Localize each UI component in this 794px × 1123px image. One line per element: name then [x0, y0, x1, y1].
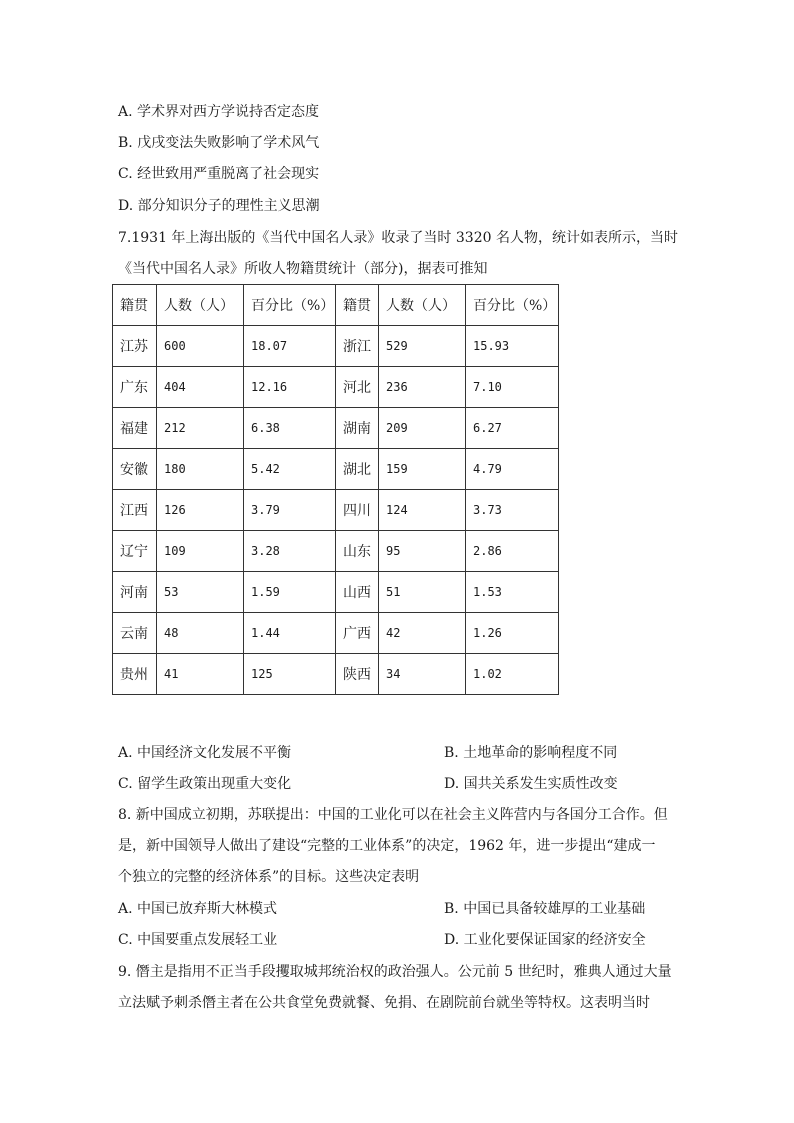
- province-cell: 四川: [336, 490, 379, 531]
- header-cell: 百分比（%）: [466, 285, 559, 326]
- header-cell: 人数（人）: [379, 285, 466, 326]
- q9-stem-line-2: 立法赋予刺杀僭主者在公共食堂免费就餐、免捐、在剧院前台就坐等特权。这表明当时: [118, 995, 650, 1011]
- header-cell: 籍贯: [113, 285, 157, 326]
- percent-cell: 1.26: [466, 613, 559, 654]
- table-header-row: [113, 285, 559, 326]
- q8-option-d: D. 工业化要保证国家的经济安全: [444, 932, 646, 948]
- count-cell: 212: [157, 408, 244, 449]
- province-cell: 河南: [113, 572, 157, 613]
- percent-cell: 4.79: [466, 449, 559, 490]
- count-cell: 529: [379, 326, 466, 367]
- count-cell: 600: [157, 326, 244, 367]
- count-cell: 41: [157, 654, 244, 695]
- percent-cell: 7.10: [466, 367, 559, 408]
- q7-option-d: D. 国共关系发生实质性改变: [444, 776, 618, 792]
- q8-option-b: B. 中国已具备较雄厚的工业基础: [444, 901, 646, 917]
- count-cell: 34: [379, 654, 466, 695]
- percent-cell: 1.44: [244, 613, 336, 654]
- percent-cell: 1.53: [466, 572, 559, 613]
- table-row: [113, 613, 559, 654]
- header-cell: 籍贯: [336, 285, 379, 326]
- percent-cell: 3.79: [244, 490, 336, 531]
- table-row: [113, 367, 559, 408]
- province-cell: 湖北: [336, 449, 379, 490]
- q7-option-c: C. 留学生政策出现重大变化: [118, 776, 292, 792]
- count-cell: 124: [379, 490, 466, 531]
- count-cell: 209: [379, 408, 466, 449]
- percent-cell: 12.16: [244, 367, 336, 408]
- q8-stem-line-2: 是，新中国领导人做出了建设“完整的工业体系”的决定，1962 年，进一步提出“建成一: [118, 838, 656, 854]
- q8-option-a: A. 中国已放弃斯大林模式: [118, 901, 278, 917]
- count-cell: 236: [379, 367, 466, 408]
- province-cell: 广东: [113, 367, 157, 408]
- q7-stem-line-1: 7.1931 年上海出版的《当代中国名人录》收录了当时 3320 名人物，统计如表所示，当时: [118, 230, 678, 246]
- count-cell: 53: [157, 572, 244, 613]
- province-cell: 云南: [113, 613, 157, 654]
- province-cell: 江西: [113, 490, 157, 531]
- count-cell: 95: [379, 531, 466, 572]
- percent-cell: 6.38: [244, 408, 336, 449]
- count-cell: 159: [379, 449, 466, 490]
- percent-cell: 3.28: [244, 531, 336, 572]
- percent-cell: 18.07: [244, 326, 336, 367]
- percent-cell: 6.27: [466, 408, 559, 449]
- province-cell: 山东: [336, 531, 379, 572]
- count-cell: 51: [379, 572, 466, 613]
- province-cell: 广西: [336, 613, 379, 654]
- table-row: [113, 408, 559, 449]
- table-row: [113, 572, 559, 613]
- q7-stem-line-2: 《当代中国名人录》所收人物籍贯统计（部分)，据表可推知: [118, 261, 488, 277]
- q8-stem-line-1: 8. 新中国成立初期，苏联提出：中国的工业化可以在社会主义阵营内与各国分工合作。但: [118, 807, 668, 823]
- q6-option-a: A. 学术界对西方学说持否定态度: [118, 104, 320, 120]
- province-cell: 辽宁: [113, 531, 157, 572]
- table-row: [113, 326, 559, 367]
- percent-cell: 3.73: [466, 490, 559, 531]
- q6-option-c: C. 经世致用严重脱离了社会现实: [118, 166, 320, 182]
- count-cell: 48: [157, 613, 244, 654]
- province-cell: 湖南: [336, 408, 379, 449]
- header-cell: 百分比（%）: [244, 285, 336, 326]
- q6-option-d: D. 部分知识分子的理性主义思潮: [118, 198, 320, 214]
- percent-cell: 5.42: [244, 449, 336, 490]
- percent-cell: 15.93: [466, 326, 559, 367]
- q8-option-c: C. 中国要重点发展轻工业: [118, 932, 278, 948]
- percent-cell: 125: [244, 654, 336, 695]
- percent-cell: 1.59: [244, 572, 336, 613]
- count-cell: 109: [157, 531, 244, 572]
- header-cell: 人数（人）: [157, 285, 244, 326]
- table-row: [113, 449, 559, 490]
- table-row: [113, 654, 559, 695]
- count-cell: 42: [379, 613, 466, 654]
- table-row: [113, 490, 559, 531]
- q7-option-a: A. 中国经济文化发展不平衡: [118, 745, 292, 761]
- province-cell: 贵州: [113, 654, 157, 695]
- percent-cell: 2.86: [466, 531, 559, 572]
- province-cell: 福建: [113, 408, 157, 449]
- table-row: [113, 531, 559, 572]
- percent-cell: 1.02: [466, 654, 559, 695]
- q9-stem-line-1: 9. 僭主是指用不正当手段攫取城邦统治权的政治强人。公元前 5 世纪时，雅典人通过大量: [118, 964, 672, 980]
- province-cell: 河北: [336, 367, 379, 408]
- province-cell: 安徽: [113, 449, 157, 490]
- count-cell: 126: [157, 490, 244, 531]
- province-cell: 浙江: [336, 326, 379, 367]
- province-cell: 江苏: [113, 326, 157, 367]
- province-cell: 陕西: [336, 654, 379, 695]
- province-cell: 山西: [336, 572, 379, 613]
- count-cell: 404: [157, 367, 244, 408]
- q8-stem-line-3: 个独立的完整的经济体系”的目标。这些决定表明: [118, 869, 420, 885]
- native-place-table: [112, 284, 559, 695]
- count-cell: 180: [157, 449, 244, 490]
- q7-option-b: B. 土地革命的影响程度不同: [444, 745, 618, 761]
- q6-option-b: B. 戊戌变法失败影响了学术风气: [118, 135, 320, 151]
